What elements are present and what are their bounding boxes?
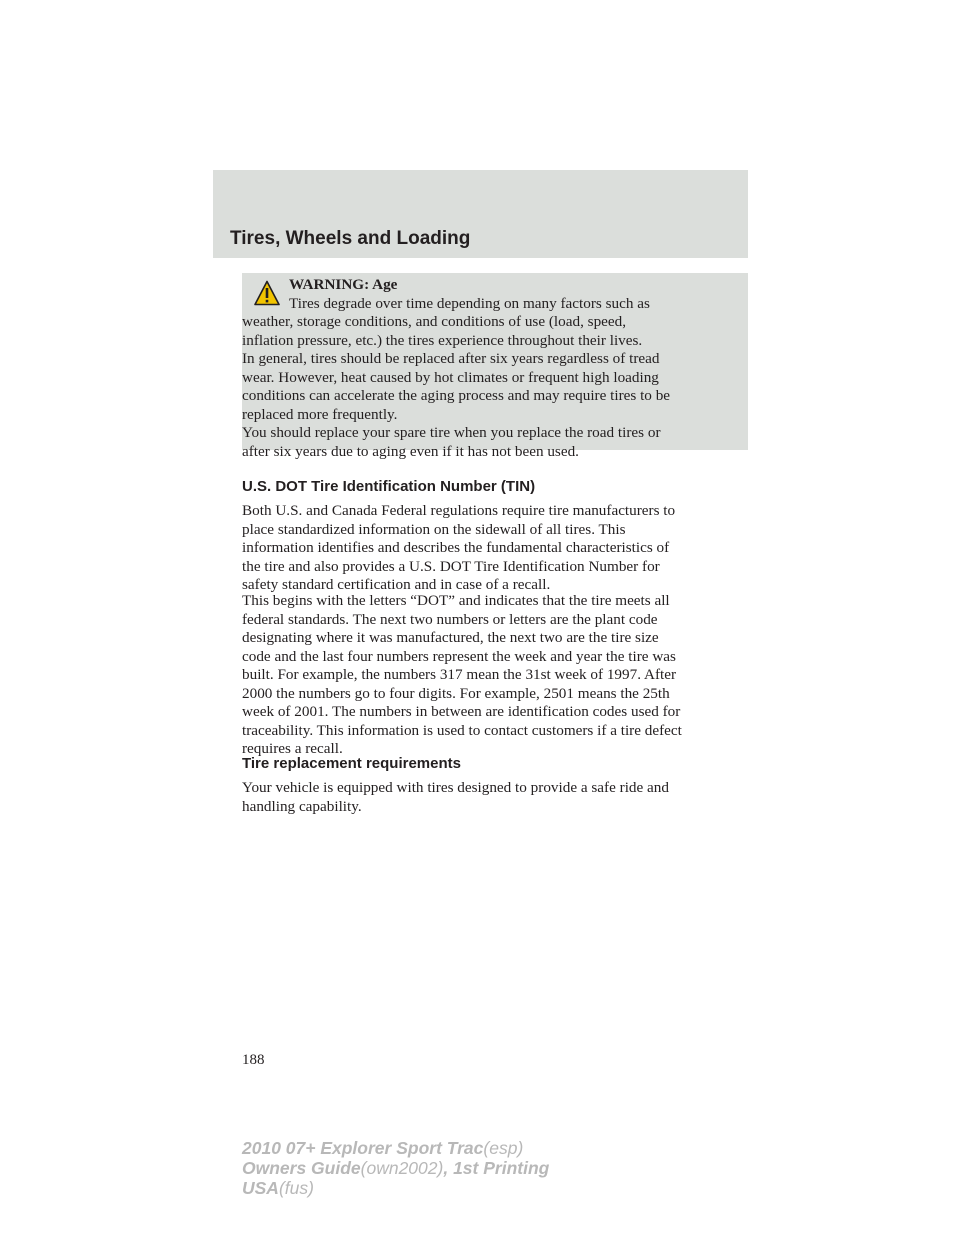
text-line: place standardized information on the sidewall of all tires. This [242, 520, 626, 538]
warning-line: In general, tires should be replaced after six years regardless of tread [242, 350, 660, 367]
warning-line: inflation pressure, etc.) the tires experience throughout their lives. [242, 331, 643, 349]
replacement-paragraph [242, 779, 752, 816]
warning-line: wear. However, heat caused by hot climates or frequent high loading [242, 368, 659, 386]
text-line: Both U.S. and Canada Federal regulations require tire manufacturers to [242, 502, 676, 519]
text-line: 2000 the numbers go to four digits. For example, 2501 means the 25th [242, 684, 670, 702]
text-line: requires a recall. [242, 740, 343, 757]
text-line: code and the last four numbers represent the week and year the tire was [242, 647, 676, 665]
tin-heading: U.S. DOT Tire Identification Number (TIN) [242, 478, 536, 495]
text-line: information identifies and describes the fundamental characteristics of [242, 539, 670, 556]
warning-title: WARNING: Age [289, 276, 398, 293]
warning-line: replaced more frequently. [242, 405, 398, 423]
warning-line: conditions can accelerate the aging process and may require tires to be [242, 387, 671, 404]
text-line: designating where it was manufactured, the next two are the tire size [242, 629, 659, 646]
text-line: handling capability. [242, 797, 362, 815]
text-line: Your vehicle is equipped with tires designed to provide a safe ride and [242, 779, 669, 796]
warning-line: You should replace your spare tire when you replace the road tires or [242, 424, 661, 441]
replacement-heading: Tire replacement requirements [242, 755, 461, 772]
warning-line: Tires degrade over time depending on many factors such as [289, 294, 650, 312]
section-title: Tires, Wheels and Loading [230, 228, 471, 249]
footer-model-code: (esp) [483, 1138, 524, 1158]
text-line: This begins with the letters “DOT” and indicates that the tire meets all [242, 592, 670, 609]
footer-printing: , 1st Printing [443, 1158, 550, 1178]
footer-model: 2010 07+ Explorer Sport Trac [242, 1138, 484, 1158]
warning-line: after six years due to aging even if it has not been used. [242, 442, 579, 460]
text-line: federal standards. The next two numbers or letters are the plant code [242, 610, 658, 628]
tin-paragraph-2 [242, 592, 752, 759]
footer-market-code: (fus) [278, 1178, 314, 1198]
page-number: 188 [242, 1052, 265, 1068]
text-line: the tire and also provides a U.S. DOT Tire Identification Number for [242, 557, 660, 575]
text-line: built. For example, the numbers 317 mean the 31st week of 1997. After [242, 666, 677, 683]
text-line: traceability. This information is used to contact customers if a tire defect [242, 721, 682, 739]
text-line: week of 2001. The numbers in between are identification codes used for [242, 703, 681, 720]
text-line: safety standard certification and in case of a recall. [242, 576, 551, 593]
footer-guide: Owners Guide [242, 1158, 361, 1178]
warning-text [242, 276, 742, 461]
print-footer [242, 1138, 549, 1198]
footer-guide-code: (own2002) [360, 1158, 444, 1178]
tin-paragraph-1 [242, 502, 752, 595]
footer-market: USA [242, 1178, 279, 1198]
warning-line: weather, storage conditions, and conditions of use (load, speed, [242, 313, 627, 330]
